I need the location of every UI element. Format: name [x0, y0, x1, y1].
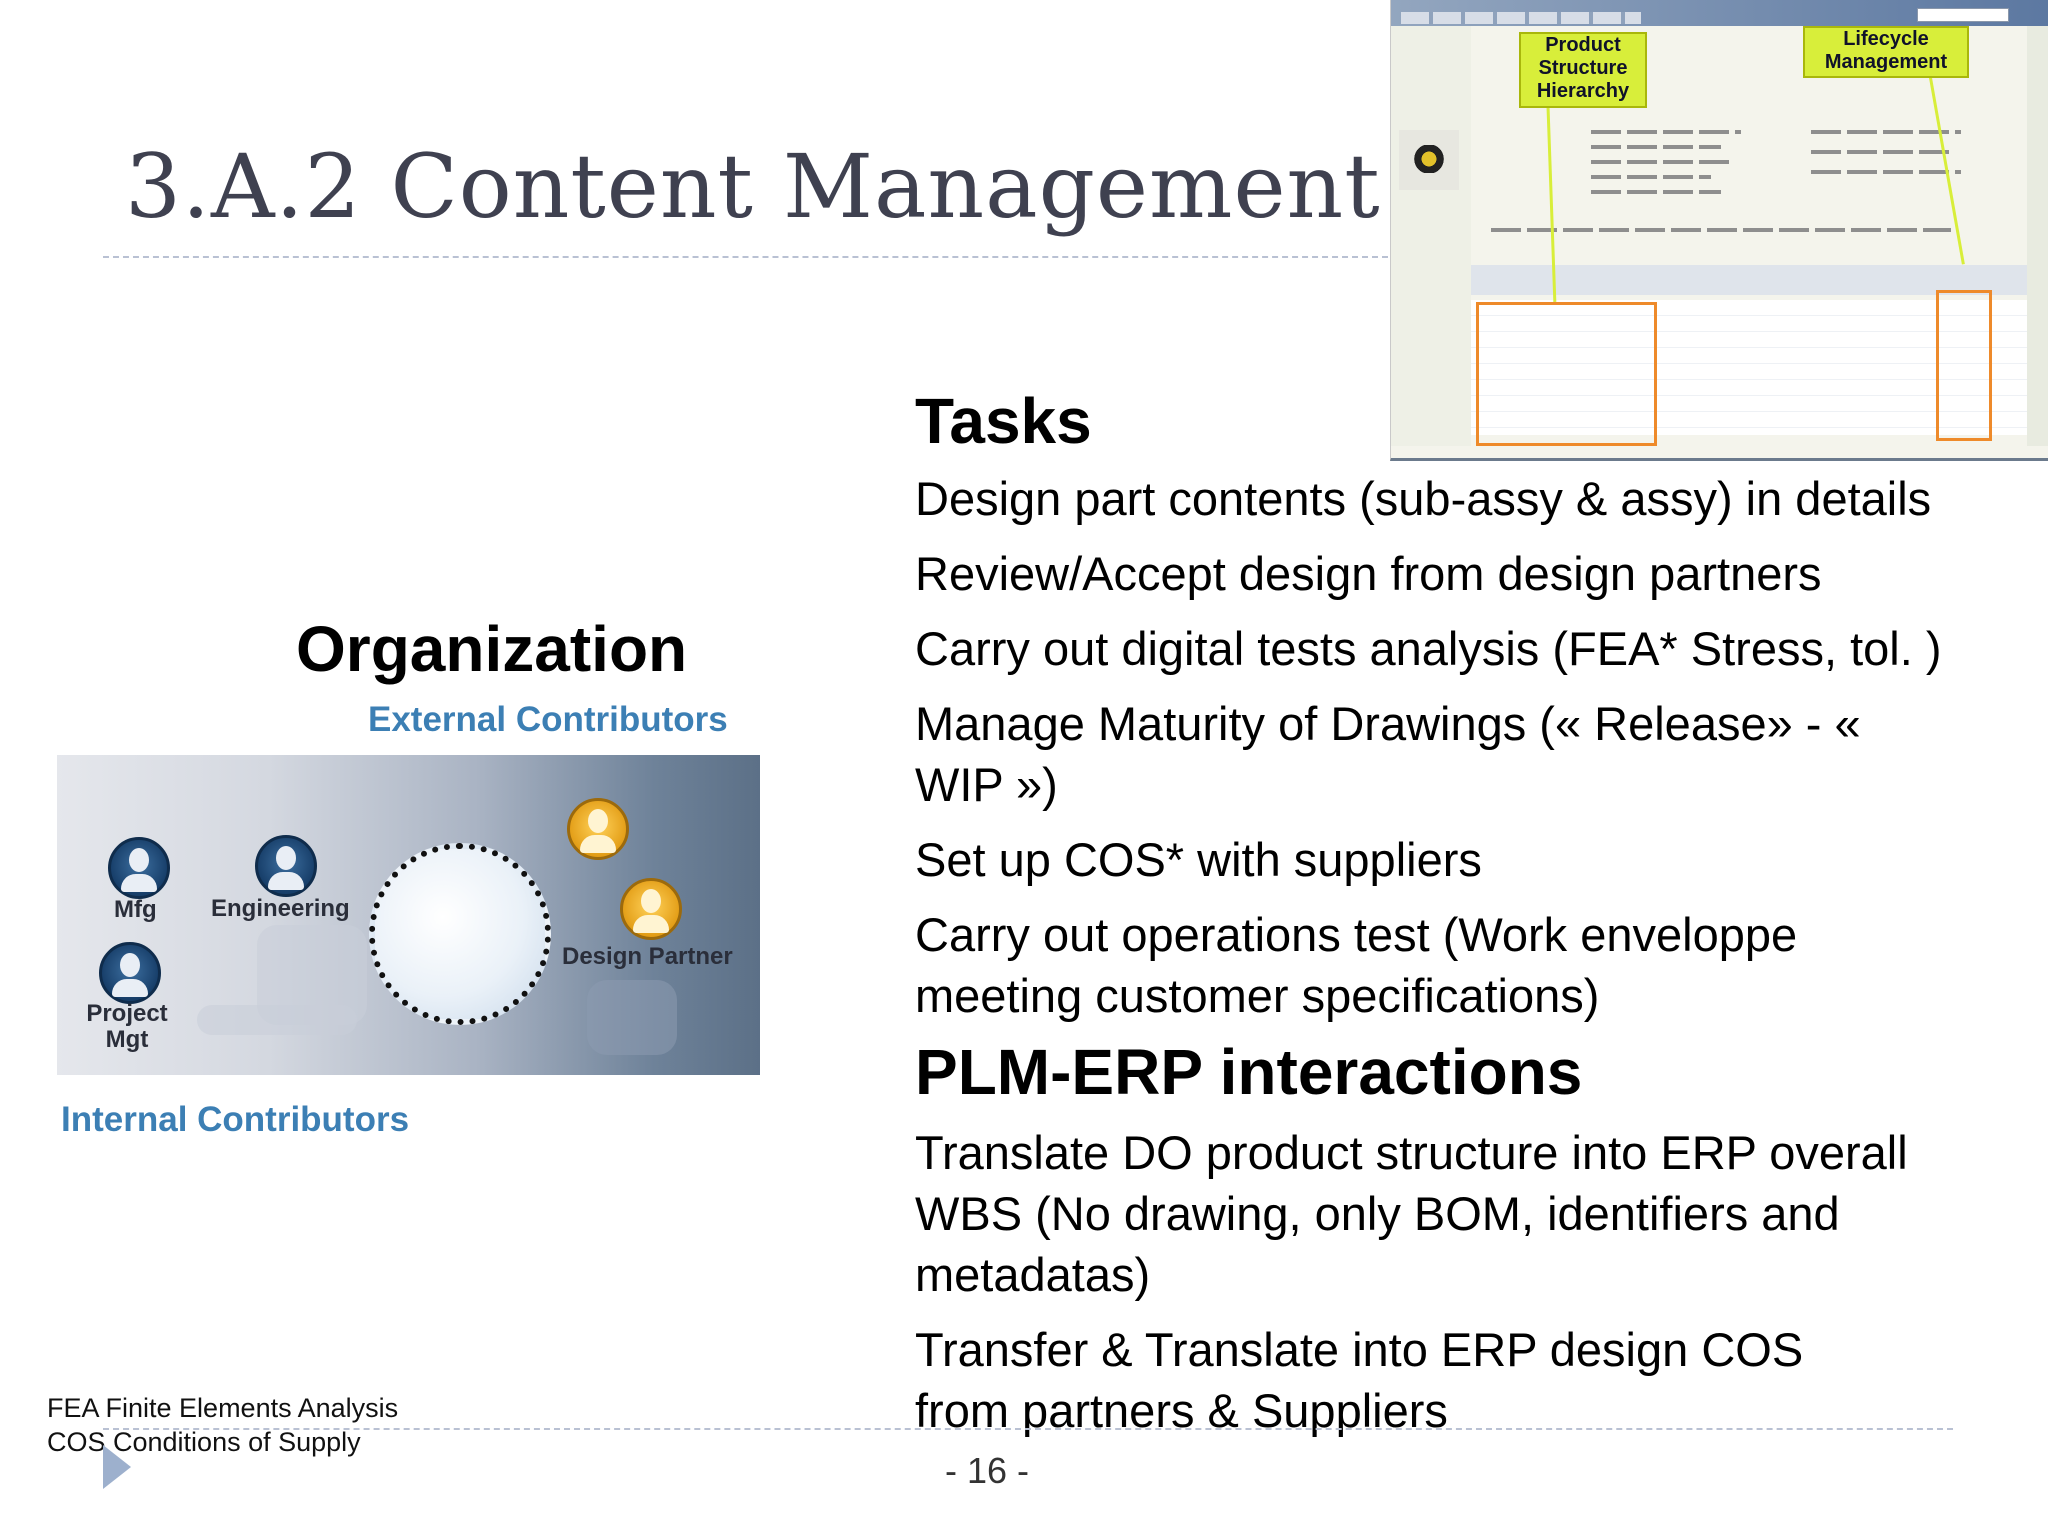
- screenshot-text-lines: [1591, 160, 1731, 164]
- ghost-shape: [197, 1005, 357, 1035]
- task-item: Set up COS* with suppliers: [915, 833, 1482, 886]
- globe-icon: [369, 843, 551, 1025]
- person-icon: [255, 835, 317, 897]
- task-item: Review/Accept design from design partners: [915, 547, 1822, 600]
- footer-arrow-icon: [103, 1445, 131, 1489]
- tasks-heading: Tasks: [915, 385, 1092, 457]
- internal-contributors-label: Internal Contributors: [61, 1100, 410, 1139]
- screenshot-text-lines: [1591, 130, 1741, 134]
- ghost-shape: [587, 980, 677, 1055]
- screenshot-product-thumbnail: [1399, 130, 1459, 190]
- plm-screenshot: [1390, 0, 2048, 461]
- screenshot-text-lines: [1591, 175, 1711, 179]
- footnote-fea: FEA Finite Elements Analysis: [47, 1393, 399, 1423]
- page-number: - 16 -: [945, 1450, 1030, 1491]
- task-item: Manage Maturity of Drawings (« Release» - « WIP »): [915, 697, 1861, 811]
- interaction-item: Transfer & Translate into ERP design COS from partners & Suppliers: [915, 1323, 1804, 1437]
- external-contributors-label: External Contributors: [368, 700, 728, 739]
- person-icon: [99, 942, 161, 1004]
- slide-title: 3.A.2 Content Management: [125, 135, 1381, 238]
- person-icon: [567, 798, 629, 860]
- structure-highlight-box: [1476, 302, 1657, 446]
- footer-divider: [103, 1428, 1953, 1430]
- screenshot-text-lines: [1811, 170, 1961, 174]
- person-icon: [108, 837, 170, 899]
- footnote-cos: COS Conditions of Supply: [47, 1427, 361, 1457]
- tasks-list: [915, 468, 2040, 1040]
- role-project-mgt: Project Mgt: [86, 1000, 168, 1053]
- interactions-list: [915, 1122, 1915, 1455]
- organization-heading: Organization: [296, 613, 688, 685]
- role-design-partner: Design Partner: [562, 943, 733, 970]
- screenshot-right-panel: [2027, 26, 2048, 446]
- callout-pointer: [1928, 72, 1965, 265]
- interaction-item: Translate DO product structure into ERP overall WBS (No drawing, only BOM, identifiers and metadatas): [915, 1126, 1908, 1301]
- lifecycle-highlight-box: [1936, 290, 1992, 441]
- screenshot-text-lines: [1591, 145, 1721, 149]
- callout-lifecycle: Lifecycle Management: [1803, 26, 1969, 78]
- organization-diagram: [57, 755, 760, 1075]
- screenshot-search: [1917, 8, 2009, 22]
- task-item: Carry out operations test (Work enveloppe meeting customer specifications): [915, 908, 1798, 1022]
- screenshot-text-lines: [1491, 228, 1951, 232]
- screenshot-left-panel: [1391, 26, 1471, 446]
- title-divider: [103, 256, 1388, 258]
- callout-product-structure: Product Structure Hierarchy: [1519, 32, 1647, 108]
- screenshot-tabs: [1401, 12, 1641, 24]
- role-engineering: Engineering: [211, 895, 350, 922]
- screenshot-text-lines: [1591, 190, 1721, 194]
- interactions-heading: PLM-ERP interactions: [915, 1036, 1583, 1108]
- task-item: Carry out digital tests analysis (FEA* Stress, tol. ): [915, 622, 1942, 675]
- person-icon: [620, 878, 682, 940]
- role-mfg: Mfg: [114, 896, 157, 923]
- task-item: Design part contents (sub-assy & assy) in details: [915, 472, 1932, 525]
- screenshot-text-lines: [1811, 150, 1951, 154]
